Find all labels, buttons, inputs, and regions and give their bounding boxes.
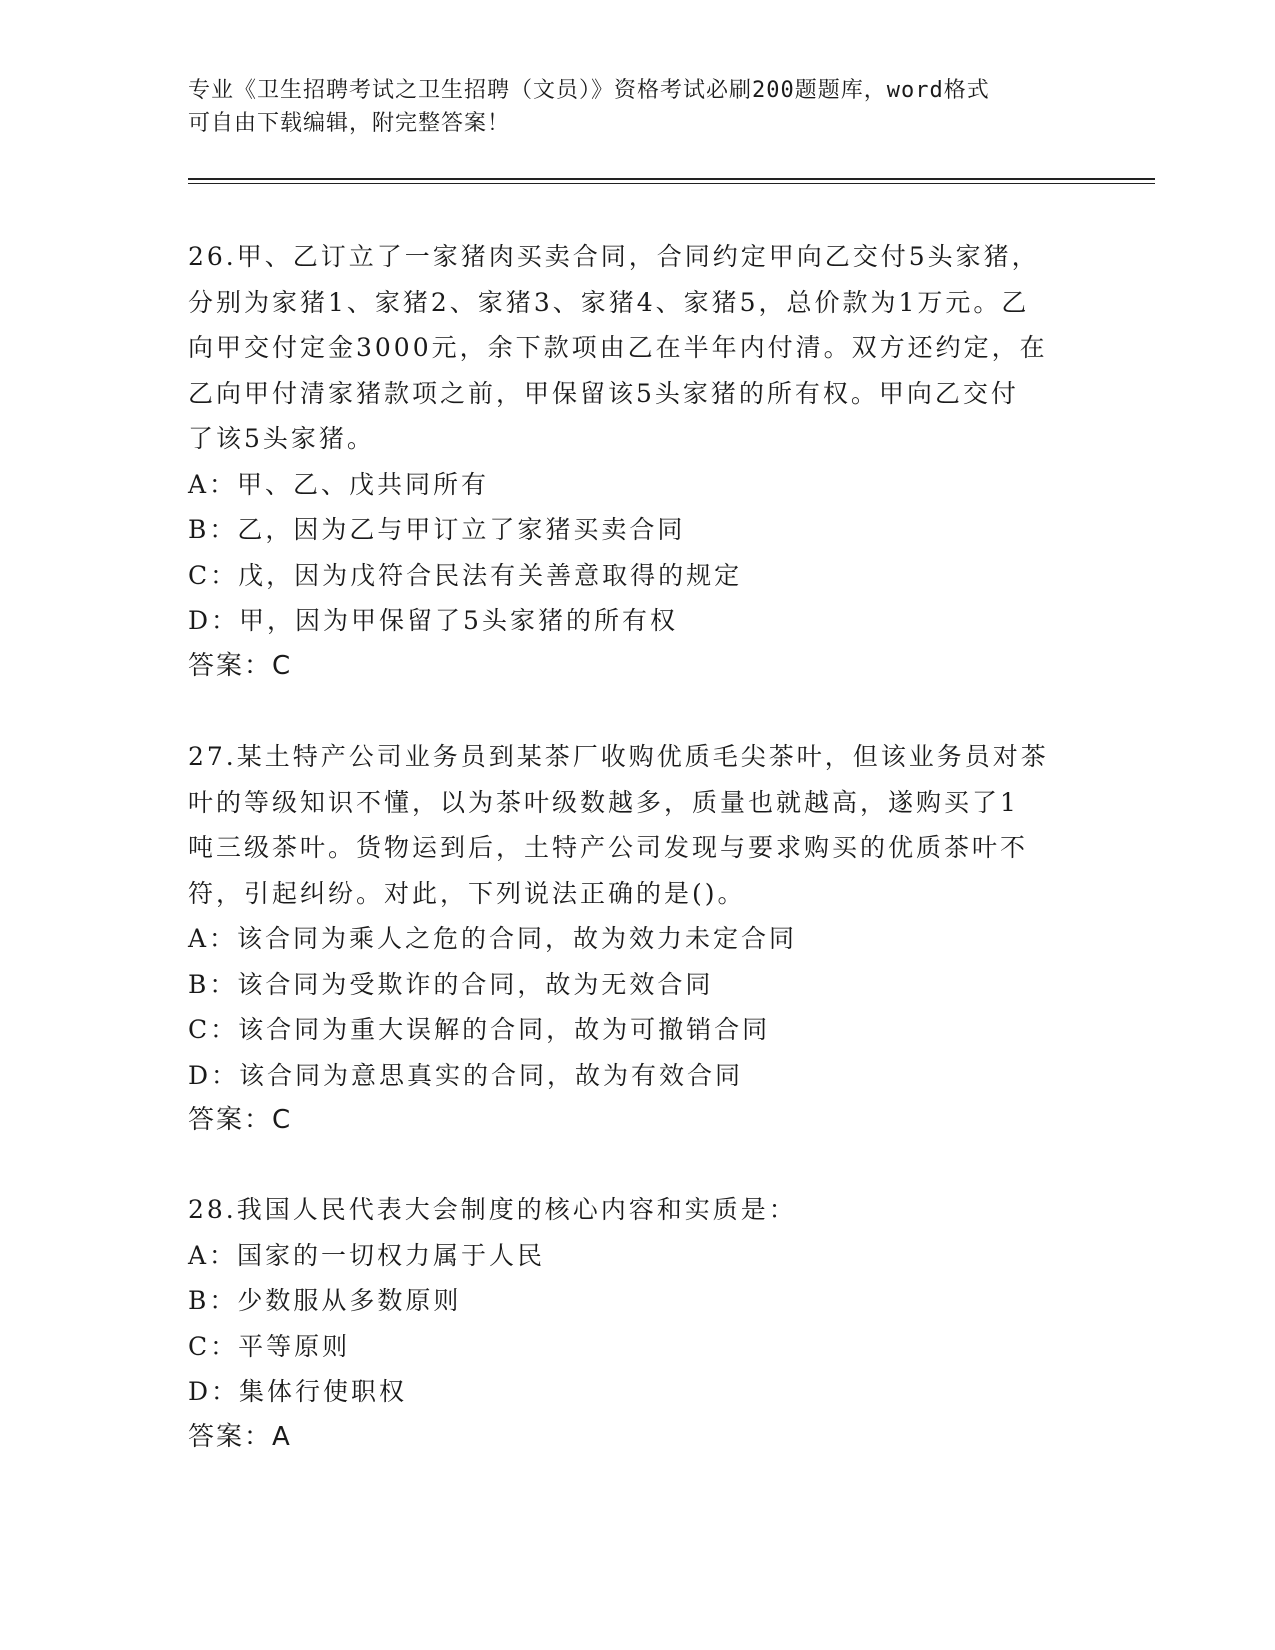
option-c: C：该合同为重大误解的合同，故为可撤销合同 [188,1015,771,1044]
header-divider-thick [188,178,1155,180]
document-header [188,74,1088,140]
option-c: C：戊，因为戊符合民法有关善意取得的规定 [188,560,743,590]
option-b: B：该合同为受欺诈的合同，故为无效合同 [188,969,714,999]
header-title-line-1: 专业《卫生招聘考试之卫生招聘（文员）》资格考试必刷200题题库，word格式 [188,78,990,103]
option-d: D：甲，因为甲保留了5头家猪的所有权 [188,606,678,635]
question-stem-line: 分别为家猪1、家猪2、家猪3、家猪4、家猪5，总价款为1万元。乙 [188,287,1030,317]
question-28 [188,1187,1088,1460]
question-stem-line: 吨三级茶叶。货物运到后，土特产公司发现与要求购买的优质茶叶不 [188,833,1029,862]
header-title-line-2: 可自由下载编辑，附完整答案！ [188,111,511,136]
question-27 [188,734,1088,1144]
question-stem-line: 26.甲、乙订立了一家猪肉买卖合同，合同约定甲向乙交付5头家猪， [188,242,1040,271]
question-stem-line: 了该5头家猪。 [188,424,375,453]
option-d: D：集体行使职权 [188,1377,408,1406]
option-a: A：甲、乙、戊共同所有 [188,469,490,499]
question-stem-line: 28.我国人民代表大会制度的核心内容和实质是： [188,1195,797,1224]
answer-line: 答案：C [188,1105,293,1135]
question-stem-line: 叶的等级知识不懂，以为茶叶级数越多，质量也就越高，遂购买了1 [188,787,1019,817]
header-divider-thin [188,183,1155,184]
option-d: D：该合同为意思真实的合同，故为有效合同 [188,1060,744,1090]
question-26 [188,234,1088,689]
question-stem-line: 27.某土特产公司业务员到某茶厂收购优质毛尖茶叶，但该业务员对茶 [188,742,1049,771]
option-b: B：乙，因为乙与甲订立了家猪买卖合同 [188,515,686,544]
question-stem-line: 乙向甲付清家猪款项之前，甲保留该5头家猪的所有权。甲向乙交付 [188,378,1019,408]
question-stem-line: 符，引起纠纷。对此，下列说法正确的是()。 [188,878,746,908]
option-a: A：该合同为乘人之危的合同，故为效力未定合同 [188,924,798,953]
option-c: C：平等原则 [188,1331,351,1361]
answer-line: 答案：A [188,1421,292,1452]
question-stem-line: 向甲交付定金3000元，余下款项由乙在半年内付清。双方还约定，在 [188,333,1048,362]
answer-line: 答案：C [188,650,293,681]
option-a: A：国家的一切权力属于人民 [188,1240,546,1270]
option-b: B：少数服从多数原则 [188,1286,462,1315]
